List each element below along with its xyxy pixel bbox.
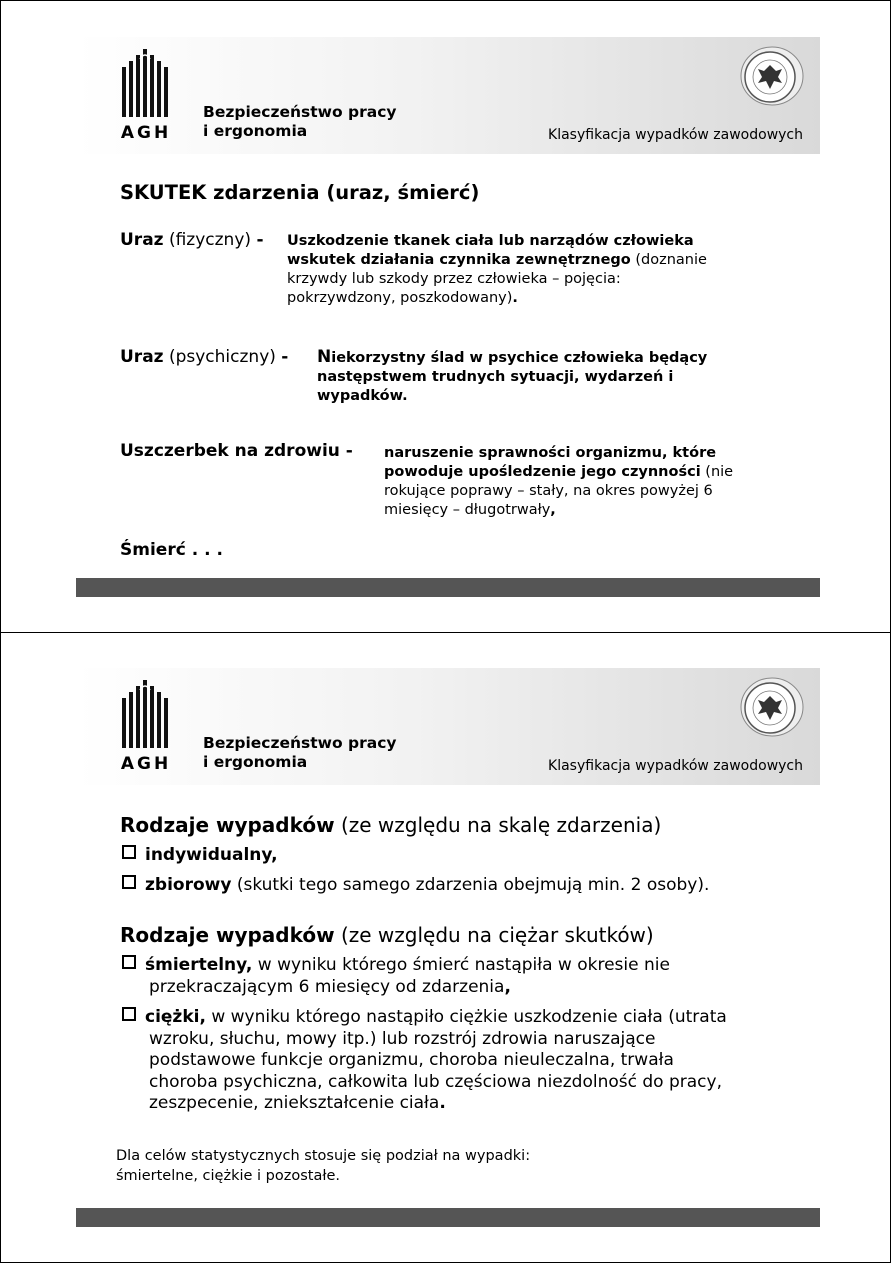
term-uszczerbek xyxy=(120,441,353,461)
definition-bold-cont: powoduje upośledzenie jego czynności xyxy=(384,464,701,480)
slide-title: SKUTEK zdarzenia (uraz, śmierć) xyxy=(120,181,480,204)
heading-rest: (ze względu na ciężar skutków) xyxy=(334,923,654,947)
term-label: Uraz xyxy=(120,230,164,250)
checkbox-bullet-icon xyxy=(122,875,136,889)
course-title xyxy=(203,734,397,772)
item-bold: śmiertelny, xyxy=(145,955,253,975)
term-label: Uraz xyxy=(120,347,164,367)
list-item-smiertelny xyxy=(122,955,670,998)
item-rest: (skutki tego samego zdarzenia obejmują min. 2 osoby). xyxy=(231,875,710,895)
term-qualifier: (psychiczny) xyxy=(163,347,282,367)
heading-bold: Rodzaje wypadków xyxy=(120,923,335,947)
item-end: . xyxy=(439,1093,446,1113)
checkbox-bullet-icon xyxy=(122,955,136,969)
definition-rest-line1: (nie xyxy=(700,464,734,480)
item-line1: w wyniku którego nastąpiło ciężkie uszkodzenie ciała (utrata xyxy=(205,1007,727,1027)
item-end: , xyxy=(504,976,511,997)
definition-line1: iekorzystny ślad w psychice człowieka będący xyxy=(331,350,708,366)
checkbox-bullet-icon xyxy=(122,845,136,859)
list-item-indywidualny xyxy=(122,845,278,867)
definition-initial: N xyxy=(317,347,332,367)
group1-heading xyxy=(120,813,661,837)
term-uraz-psychiczny xyxy=(120,347,288,367)
definition-line3: wypadków. xyxy=(317,388,408,404)
term-dash: - xyxy=(339,441,353,461)
university-seal-icon xyxy=(736,43,804,111)
item-line5: zeszpecenie, zniekształcenie ciała xyxy=(149,1093,440,1113)
slide-page-2 xyxy=(0,632,891,1263)
item-line2: wzroku, słuchu, mowy itp.) lub rozstrój zdrowia naruszające xyxy=(149,1028,656,1049)
agh-logo-text: AGH xyxy=(120,754,172,774)
term-uraz-fizyczny xyxy=(120,230,264,250)
definition-uraz-fizyczny xyxy=(287,232,707,308)
statistics-note xyxy=(116,1146,530,1186)
item-line2: przekraczającym 6 miesięcy od zdarzenia xyxy=(149,976,505,997)
definition-line1: Uszkodzenie tkanek ciała lub narządów człowieka xyxy=(287,233,694,249)
death-term: Śmierć . . . xyxy=(120,540,223,560)
term-dash: - xyxy=(256,230,264,250)
item-line4: choroba psychiczna, całkowita lub częściowa niezdolność do pracy, xyxy=(149,1071,722,1092)
checkbox-bullet-icon xyxy=(122,1007,136,1021)
group2-heading xyxy=(120,923,654,947)
definition-rest-line2: krzywdy lub szkody przez człowieka – pojęcia: xyxy=(287,271,621,287)
agh-logo-text: AGH xyxy=(120,123,172,143)
footer-bar xyxy=(76,578,820,597)
definition-rest-line2: rokujące poprawy – stały, na okres powyżej 6 xyxy=(384,483,713,499)
definition-rest-line1: (doznanie xyxy=(630,252,707,268)
definition-end: . xyxy=(512,290,518,306)
definition-end: , xyxy=(550,502,556,518)
definition-uraz-psychiczny xyxy=(317,348,707,406)
list-item-ciezki xyxy=(122,1007,727,1115)
definition-rest-line3: pokrzywdzony, poszkodowany) xyxy=(287,290,513,306)
item-bold: ciężki, xyxy=(145,1007,206,1027)
item-bold: zbiorowy xyxy=(145,875,232,895)
note-line1: Dla celów statystycznych stosuje się podział na wypadki: xyxy=(116,1148,531,1164)
note-line2: śmiertelne, ciężkie i pozostałe. xyxy=(116,1168,341,1184)
course-title xyxy=(203,103,397,141)
definition-rest-line3: miesięcy – długotrwały xyxy=(384,502,551,518)
course-title-line1: Bezpieczeństwo pracy xyxy=(203,734,397,752)
course-title-line2: i ergonomia xyxy=(203,122,308,140)
term-qualifier: (fizyczny) xyxy=(163,230,257,250)
slide-header xyxy=(76,37,820,154)
footer-bar xyxy=(76,1208,820,1227)
item-line3: podstawowe funkcje organizmu, choroba nieuleczalna, trwała xyxy=(149,1050,674,1070)
item-bold: indywidualny, xyxy=(145,845,278,865)
course-title-line1: Bezpieczeństwo pracy xyxy=(203,103,397,121)
heading-bold: Rodzaje wypadków xyxy=(120,813,335,837)
heading-rest: (ze względu na skalę zdarzenia) xyxy=(334,813,662,837)
list-item-zbiorowy xyxy=(122,875,709,897)
course-title-line2: i ergonomia xyxy=(203,753,308,771)
definition-line1: naruszenie sprawności organizmu, które xyxy=(384,445,717,461)
slide-header xyxy=(76,668,820,785)
section-title: Klasyfikacja wypadków zawodowych xyxy=(548,758,803,774)
item-line1: w wyniku którego śmierć nastąpiła w okresie nie xyxy=(252,955,670,975)
definition-bold-cont: wskutek działania czynnika zewnętrznego xyxy=(287,252,631,268)
university-seal-icon xyxy=(736,674,804,742)
definition-uszczerbek xyxy=(384,444,733,520)
definition-line2: następstwem trudnych sytuacji, wydarzeń i xyxy=(317,369,674,385)
term-dash: - xyxy=(281,347,289,367)
section-title: Klasyfikacja wypadków zawodowych xyxy=(548,127,803,143)
term-label: Uszczerbek na zdrowiu xyxy=(120,441,340,461)
